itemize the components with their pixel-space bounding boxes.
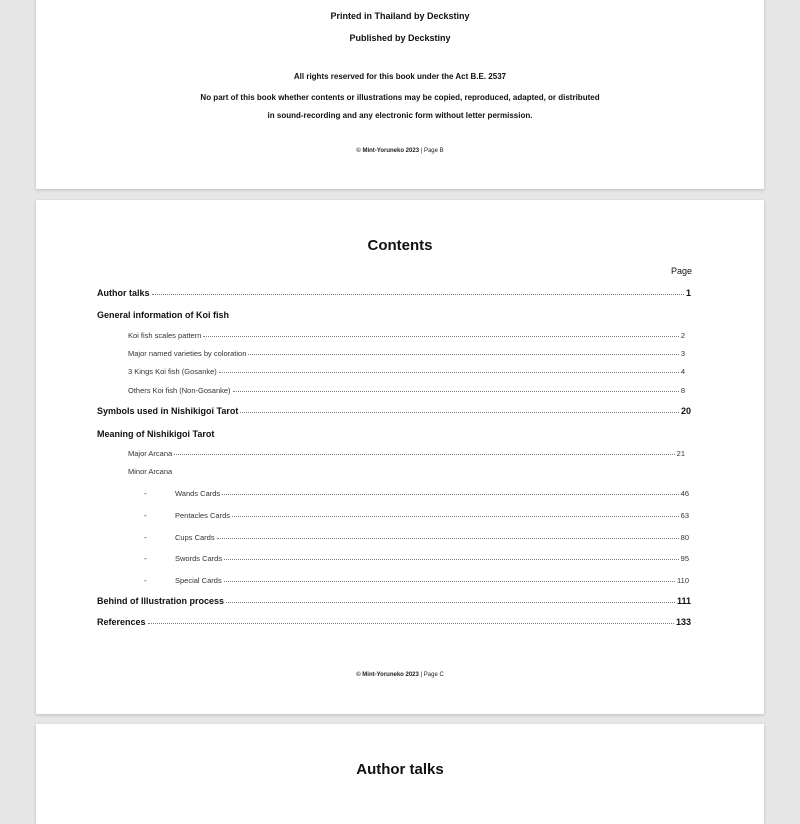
footer-separator: | [420,148,423,154]
page-column-label: Page [670,266,692,276]
toc-bullet: - [144,533,147,542]
toc-bullet: - [144,554,147,563]
toc-label: General information of Koi fish [97,310,230,320]
toc-entry-meaning[interactable] [97,429,691,441]
toc-leader [232,516,679,517]
page-title: Author talks [356,761,444,778]
toc-entry-scales-pattern[interactable] [128,331,685,343]
toc-label: 3 Kings Koi fish (Gosanke) [128,367,217,376]
footer-author: © Mint-Yoruneko 2023 [356,672,419,678]
rights-line-2: No part of this book whether contents or illustrations may be copied, reproduced, adapted, or distributed [200,93,600,102]
footer-page-number: Page B [423,148,444,154]
toc-bullet: - [144,576,147,585]
rights-line-3: in sound-recording and any electronic form without letter permission. [267,111,533,120]
toc-label: Koi fish scales pattern [128,331,202,340]
document-page-b [36,0,764,189]
toc-entry-symbols[interactable] [97,406,691,418]
toc-label: Special Cards [175,576,222,585]
toc-entry-major-arcana[interactable] [128,449,685,461]
toc-entry-pentacles[interactable] [144,511,689,523]
toc-page: 80 [680,533,689,542]
toc-label: Symbols used in Nishikigoi Tarot [97,406,239,416]
toc-bullet: - [144,489,147,498]
toc-page: 133 [675,617,691,627]
toc-label: Behind of Illustration process [97,596,225,606]
toc-page: 1 [685,288,691,298]
toc-label: Others Koi fish (Non-Gosanke) [128,386,231,395]
toc-entry-major-varieties[interactable] [128,349,685,361]
toc-leader [219,372,679,373]
footer-page-number: Page C [423,672,444,678]
toc-label: References [97,617,146,627]
footer-separator: | [420,672,423,678]
toc-label: Major Arcana [128,449,173,458]
toc-page: 110 [677,576,689,585]
toc-label: Meaning of Nishikigoi Tarot [97,429,215,439]
toc-leader [240,412,679,413]
toc-leader [224,581,675,582]
toc-page: 8 [680,386,685,395]
toc-leader [174,454,674,455]
toc-leader [217,538,679,539]
toc-leader [248,354,678,355]
toc-label: Wands Cards [175,489,221,498]
published-by-line: Published by Deckstiny [349,33,451,43]
toc-entry-author-talks[interactable] [97,288,691,300]
printed-in-line: Printed in Thailand by Deckstiny [330,11,470,21]
toc-page: 63 [680,511,689,520]
toc-label: Author talks [97,288,150,298]
document-page-c [36,200,764,714]
toc-page: 46 [680,489,689,498]
toc-page: 20 [680,406,691,416]
rights-line-1: All rights reserved for this book under the Act B.E. 2537 [293,72,507,81]
toc-page: 4 [680,367,685,376]
document-page-d [36,724,764,824]
toc-leader [224,559,679,560]
toc-bullet: - [144,511,147,520]
toc-label: Cups Cards [175,533,215,542]
toc-entry-non-gosanke[interactable] [128,386,685,398]
toc-page: 21 [676,449,685,458]
toc-leader [226,602,675,603]
toc-entry-wands[interactable] [144,489,689,501]
toc-entry-cups[interactable] [144,533,689,545]
page-footer [36,672,764,678]
toc-label: Major named varieties by coloration [128,349,247,358]
toc-page: 111 [676,596,691,606]
toc-page: 95 [680,554,689,563]
toc-label: Minor Arcana [128,467,173,476]
toc-page: 3 [680,349,685,358]
toc-entry-special[interactable] [144,576,689,588]
toc-label: Swords Cards [175,554,223,563]
toc-leader [222,494,679,495]
toc-leader [152,294,684,295]
page-title: Contents [367,237,433,254]
toc-entry-general-information[interactable] [97,310,691,322]
toc-page: 2 [680,331,685,340]
toc-leader [203,336,678,337]
toc-entry-illustration-process[interactable] [97,596,691,608]
toc-entry-minor-arcana[interactable] [128,467,685,479]
toc-label: Pentacles Cards [175,511,231,520]
toc-entry-references[interactable] [97,617,691,629]
toc-leader [148,623,674,624]
toc-entry-swords[interactable] [144,554,689,566]
page-footer [36,148,764,154]
toc-entry-gosanke[interactable] [128,367,685,379]
footer-author: © Mint-Yoruneko 2023 [356,148,420,154]
toc-leader [233,391,679,392]
